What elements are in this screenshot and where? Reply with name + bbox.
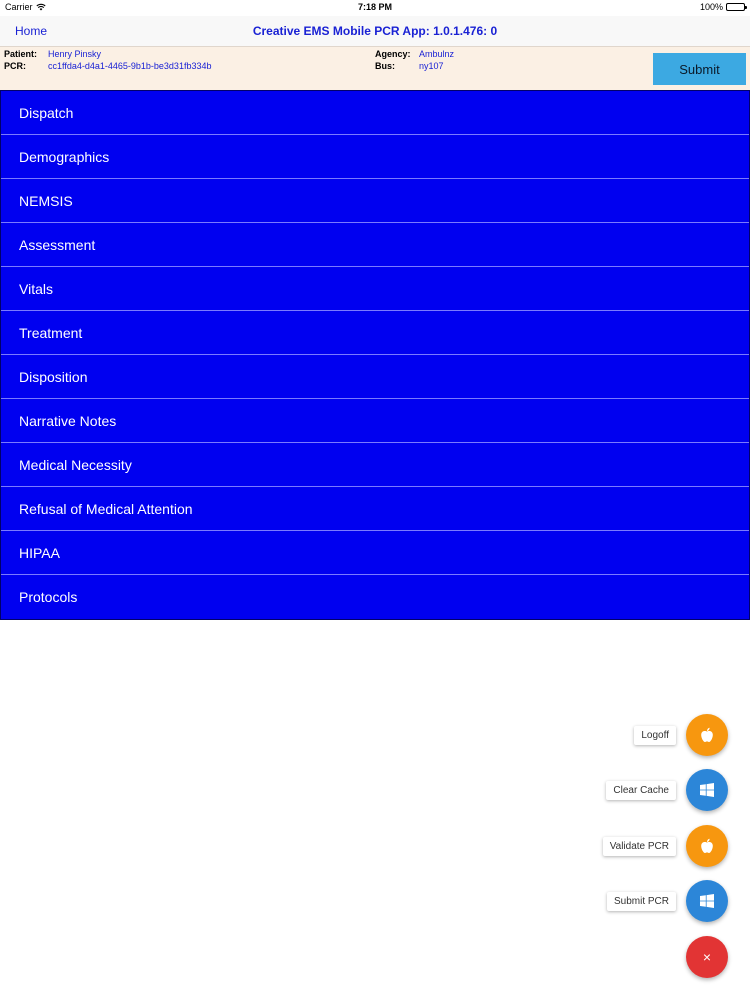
logoff-button[interactable] — [686, 714, 728, 756]
bus-value: ny107 — [419, 61, 444, 71]
fab-label-logoff[interactable]: Logoff — [634, 726, 676, 745]
agency-field — [375, 49, 454, 59]
fab-action-logoff — [634, 714, 728, 756]
battery-percent: 100% — [699, 2, 723, 12]
fab-action-clear-cache — [606, 769, 728, 811]
pcr-label: PCR: — [4, 61, 26, 71]
agency-value: Ambulnz — [419, 49, 455, 59]
patient-value: Henry Pinsky — [48, 49, 102, 59]
status-time: 7:18 PM — [357, 2, 392, 12]
windows-icon — [700, 894, 714, 908]
menu-item-narrative-notes[interactable]: Narrative Notes — [1, 399, 749, 443]
validate-pcr-button[interactable] — [686, 825, 728, 867]
app-title: Creative EMS Mobile PCR App: 1.0.1.476: 0 — [252, 24, 498, 38]
clear-cache-button[interactable] — [686, 769, 728, 811]
menu-item-hipaa[interactable]: HIPAA — [1, 531, 749, 575]
apple-icon — [700, 727, 714, 743]
patient-info-bar — [0, 46, 750, 90]
close-fab-button[interactable] — [686, 936, 728, 978]
battery-indicator — [700, 2, 745, 12]
bus-field — [375, 61, 444, 71]
section-menu — [0, 90, 750, 620]
fab-label-submit-pcr[interactable]: Submit PCR — [607, 892, 676, 911]
apple-icon — [700, 838, 714, 854]
fab-action-validate-pcr — [603, 825, 728, 867]
menu-item-medical-necessity[interactable]: Medical Necessity — [1, 443, 749, 487]
pcr-field — [4, 61, 211, 71]
submit-button[interactable]: Submit — [653, 53, 746, 85]
status-bar — [0, 0, 750, 16]
fab-label-clear-cache[interactable]: Clear Cache — [606, 781, 676, 800]
menu-item-treatment[interactable]: Treatment — [1, 311, 749, 355]
menu-item-disposition[interactable]: Disposition — [1, 355, 749, 399]
menu-item-demographics[interactable]: Demographics — [1, 135, 749, 179]
menu-item-refusal-of-medical-attention[interactable]: Refusal of Medical Attention — [1, 487, 749, 531]
fab-action-submit-pcr — [607, 880, 728, 922]
carrier-label: Carrier — [5, 2, 33, 12]
bus-label: Bus: — [375, 61, 395, 71]
menu-item-protocols[interactable]: Protocols — [19, 589, 78, 605]
menu-item-vitals[interactable]: Vitals — [1, 267, 749, 311]
close-icon: × — [702, 949, 712, 965]
pcr-value: cc1ffda4-d4a1-4465-9b1b-be3d31fb334b — [48, 61, 212, 71]
agency-label: Agency: — [375, 49, 411, 59]
windows-icon — [700, 783, 714, 797]
submit-pcr-button[interactable] — [686, 880, 728, 922]
fab-close-row — [686, 936, 728, 978]
nav-bar — [0, 16, 750, 46]
patient-field — [4, 49, 101, 59]
patient-label: Patient: — [4, 49, 38, 59]
menu-item-dispatch[interactable]: Dispatch — [1, 91, 749, 135]
home-link[interactable]: Home — [15, 24, 48, 38]
menu-item-assessment[interactable]: Assessment — [1, 223, 749, 267]
battery-icon — [726, 3, 745, 11]
fab-label-validate-pcr[interactable]: Validate PCR — [603, 837, 676, 856]
menu-item-nemsis[interactable]: NEMSIS — [1, 179, 749, 223]
